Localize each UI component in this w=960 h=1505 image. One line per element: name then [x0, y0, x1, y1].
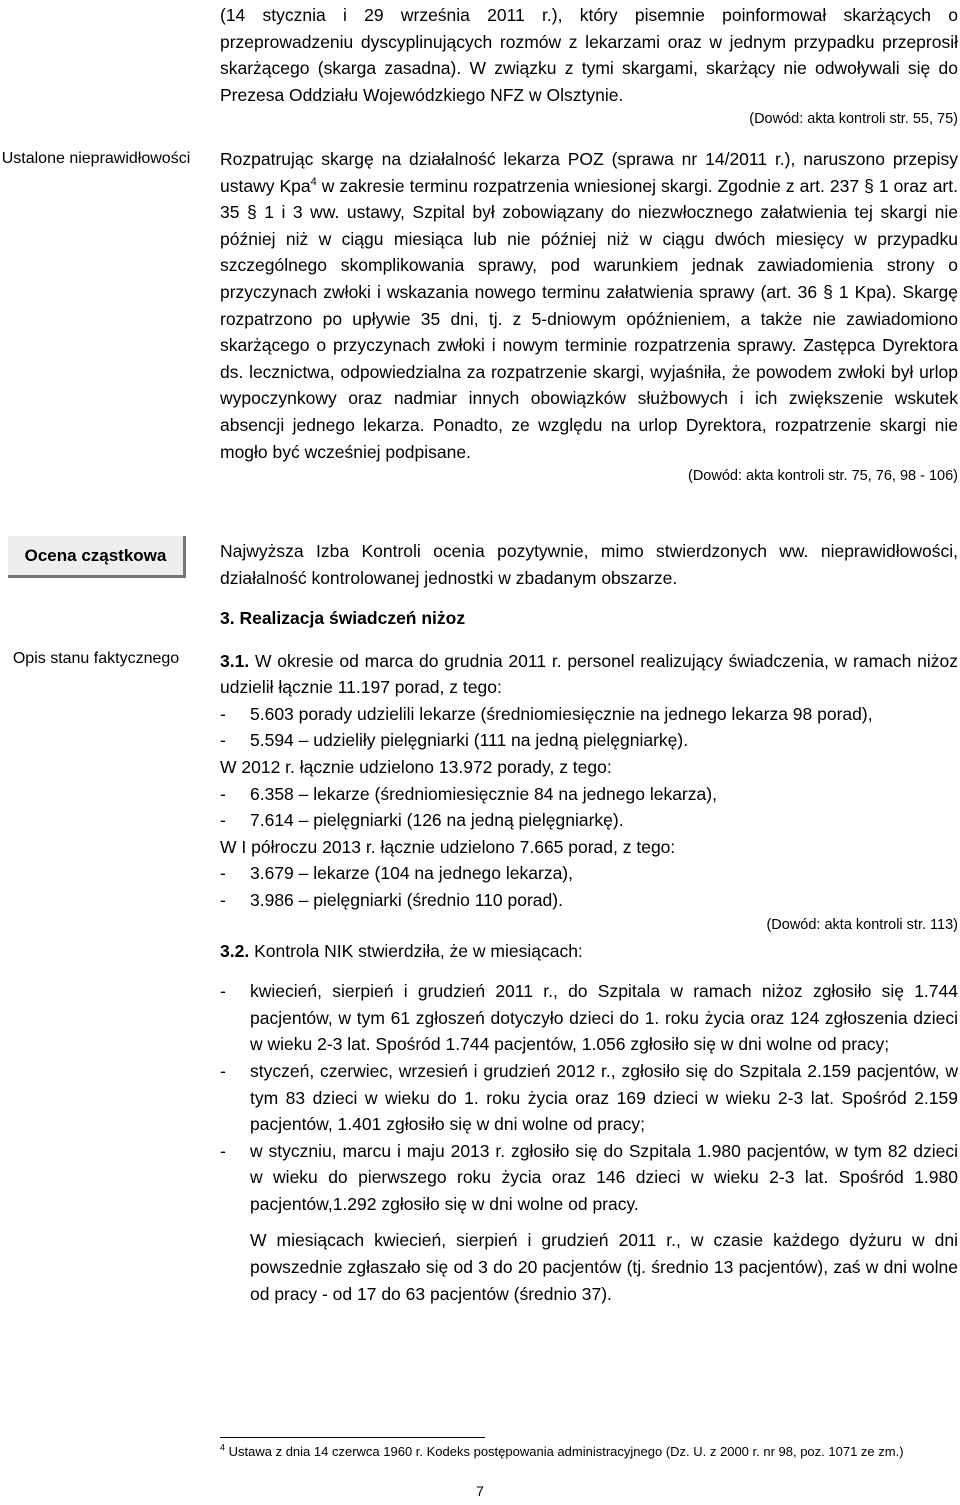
paragraph-3-1-text: W okresie od marca do grudnia 2011 r. personel realizujący świadczenia, w ramach niżoz udzielił łącznie 11.197 porad, z tego: — [220, 650, 958, 698]
evidence-note: (Dowód: akta kontroli str. 113) — [766, 916, 958, 933]
section-3 — [220, 605, 958, 1307]
list-item: - 3.986 – pielęgniarki (średnio 110 porad). — [220, 889, 563, 910]
irregularities-text-b: w zakresie terminu rozpatrzenia wniesionej skargi. Zgodnie z art. 237 § 1 oraz art. 35 § 1 i 3 ww. ustawy, Szpital był zobowiązany do niezwłocznego załatwienia tej skargi nie później niż w ciągu miesiąca lub nie później niż w ciągu dwóch miesięcy w przypadku szczególnego skomplikowania sprawy, pod warunkiem jednak zawiadomienia strony o przyczynach zwłoki i wskazania nowego terminu załatwienia sprawy (art. 36 § 1 Kpa). Skargę rozpatrzono po upływie 35 dni, tj. z 5-dniowym opóźnieniem, a także nie zawiadomiono skarżącego o przyczynach zwłoki i nowym terminie rozpatrzenia sprawy. Zastępca Dyrektora ds. lecznictwa, odpowiedzialna za rozpatrzenie skargi, wyjaśniła, że powodem zwłoki był urlop wypoczynkowy oraz nadmiar innych obowiązków służbowych i ich zwiększenie wskutek absencji jednego lekarza. Ponadto, ze względu na urlop Dyrektora, rozpatrzenie skargi nie mogło być wcześniej podpisane. — [220, 175, 958, 462]
footnote-marker: 4 — [220, 1442, 226, 1453]
paragraph-3-2-text: Kontrola NIK stwierdziła, że w miesiącach: — [249, 940, 583, 961]
paragraph-3-2 — [220, 938, 958, 965]
page-number: 7 — [476, 1483, 484, 1499]
footnote-ref: 4 — [310, 175, 317, 188]
year-2013-summary: W I półroczu 2013 r. łącznie udzielono 7.665 porad, z tego: — [220, 836, 676, 857]
top-section — [220, 2, 958, 130]
sidebar-label-facts: Opis stanu faktycznego — [12, 650, 180, 667]
sidebar-box-partial-assessment: Ocena cząstkowa — [8, 536, 186, 578]
sidebar-label-irregularities: Ustalone nieprawidłowości — [1, 150, 191, 167]
list-item: - 5.603 porady udzielili lekarze (średniomiesięcznie na jednego lekarza 98 porad), — [220, 703, 873, 724]
irregularities-section — [220, 146, 958, 487]
list-item: - 3.679 – lekarze (104 na jednego lekarza), — [220, 863, 573, 884]
paragraph-number: 3.1. — [220, 650, 250, 671]
irregularities-text-a: Rozpatrując skargę na działalność lekarza POZ (sprawa nr 14/2011 r.), naruszono przepisy ustawy Kpa — [220, 149, 958, 196]
list-item: - styczeń, czerwiec, wrzesień i grudzień 2012 r., zgłosiło się do Szpitala 2.159 pacjentów, w tym 83 dzieci w wieku do 1. roku życia oraz 169 dzieci w wieku 2-3 lat. Spośród 2.159 pacjentów, 1.401 zgłosiło się w dni wolne od pracy; — [220, 1060, 958, 1135]
list-item: - w styczniu, marcu i maju 2013 r. zgłosiło się do Szpitala 1.980 pacjentów, w tym 82 dzieci w wieku do pierwszego roku życia oraz 146 dzieci w wieku 2-3 lat. Spośród 1.980 pacjentów,1.292 zgłosiło się w dni wolne od pracy. — [220, 1140, 958, 1214]
irregularities-paragraph — [220, 146, 958, 465]
year-2012-summary: W 2012 r. łącznie udzielono 13.972 porady, z tego: — [220, 756, 612, 777]
assessment-paragraph: Najwyższa Izba Kontroli ocenia pozytywnie, mimo stwierdzonych ww. nieprawidłowości, działalność kontrolowanej jednostki w zbadanym obszarze. — [220, 541, 958, 588]
footnote-text: Ustawa z dnia 14 czerwca 1960 r. Kodeks postępowania administracyjnego (Dz. U. z 2000 r. nr 98, poz. 1071 ze zm.) — [225, 1444, 904, 1459]
paragraph-3-1 — [220, 648, 958, 701]
footnote — [220, 1444, 904, 1459]
list-item: - 7.614 – pielęgniarki (126 na jedną pielęgniarkę). — [220, 810, 624, 831]
closing-paragraph: W miesiącach kwiecień, sierpień i grudzień 2011 r., w czasie każdego dyżuru w dni powszednie zgłaszało się od 3 do 20 pacjentów (tj. średnio 13 pacjentów), zaś w dni wolne od pracy - od 17 do 63 pacjentów (średnio 37). — [250, 1230, 958, 1304]
list-item: - 5.594 – udzieliły pielęgniarki (111 na jedną pielęgniarkę). — [220, 730, 689, 751]
paragraph-number: 3.2. — [220, 940, 250, 961]
section-heading: 3. Realizacja świadczeń niżoz — [220, 608, 466, 628]
assessment-section — [220, 538, 958, 591]
evidence-note: (Dowód: akta kontroli str. 75, 76, 98 - 106) — [688, 468, 958, 485]
evidence-note: (Dowód: akta kontroli str. 55, 75) — [749, 111, 958, 128]
top-paragraph: (14 stycznia i 29 września 2011 r.), który pisemnie poinformował skarżących o przeprowadzeniu dyscyplinujących rozmów z lekarzami oraz w jednym przypadku przeprosił skarżącego (skarga zasadna). W związku z tymi skargami, skarżący nie odwoływali się do Prezesa Oddziału Wojewódzkiego NFZ w Olsztynie. — [220, 5, 958, 105]
footnote-divider — [220, 1437, 485, 1438]
list-item: - 6.358 – lekarze (średniomiesięcznie 84 na jednego lekarza), — [220, 783, 717, 804]
list-item: - kwiecień, sierpień i grudzień 2011 r., do Szpitala w ramach niżoz zgłosiło się 1.744 pacjentów, w tym 61 zgłoszeń dotyczyło dzieci do 1. roku życia oraz 124 zgłoszenia dzieci w wieku 2-3 lat. Spośród 1.744 pacjentów, 1.056 zgłosiło się w dni wolne od pracy; — [220, 981, 958, 1055]
